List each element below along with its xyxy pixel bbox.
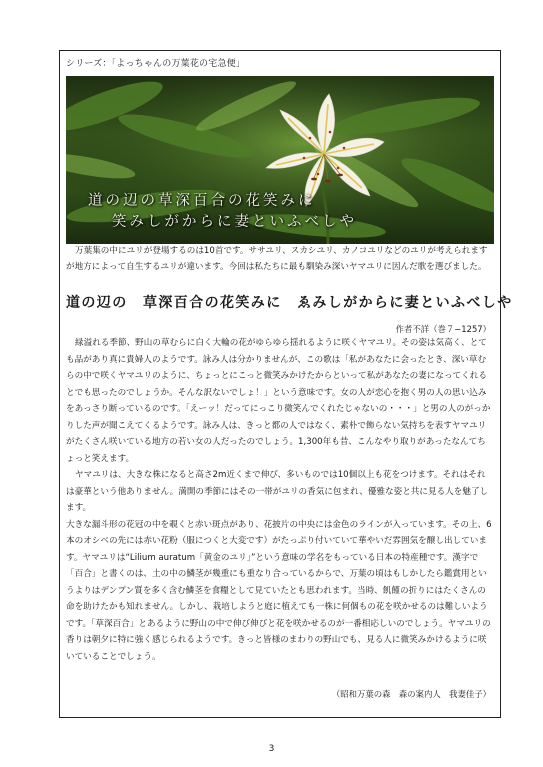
poem-author: 作者不詳（巻７−1257） — [395, 324, 491, 334]
article-body — [66, 335, 494, 665]
body-paragraph: 緑溢れる季節、野山の草むらに白く大輪の花がゆらゆら揺れるように咲くヤマユリ。その姿は気高く、とても品があり真に貴婦人のようです。詠み人は分かりませんが、この歌は「私があなたに会ったとき、深い草むらの中で咲くヤマユリのように、ちょっとにこっと微笑みかけたからといって私があなたの妻になってくれるとでも思ったのでしょうか。そんな訳ないでしょ！」という意味です。女の人が恋心を抱く男の人の思い込みをあっさり断っているのです。「えーッ！だってにっこり微笑んでくれたじゃないの・・・」と男の人のがっかりした声が聞こえてくるようです。詠み人は、きっと都の人ではなく、素朴で飾らない気持ちを表すヤマユリがたくさん咲いている地方の若い女の人だったのでしょう。1,300年も昔、こんなやり取りがあったなんてちょっと笑えます。 — [66, 338, 491, 464]
body-paragraph: 大きな漏斗形の花冠の中を覗くと赤い斑点があり、花披片の中央には金色のラインが入っています。その上、6本のオシベの先には赤い花粉（服につくと大変です）がたっぷり付いていて華やいだ雰囲気を醸し出しています。ヤマユリは“Lilium auratum「黄金のユリ」”という意味の学名をもっている日本の特産種です。漢字で「百合」と書くのは、土の中の鱗茎が幾重にも重なり合っているからで、万葉の頃はもしかしたら鑑賞用というよりはデンプン質を多く含む鱗茎を食糧として見ていたとも思われます。当時、飢饉の折りにはたくさんの命を助けたかも知れません。しかし、栽培しようと庭に植えても一株に何個もの花を咲かせるのは難しいようです。「草深百合」とあるように野山の中で伸び伸びと花を咲かせるのが一番相応しいのでしょう。ヤマユリの香りは朝夕に特に強く感じられるようです。きっと皆様のまわりの野山でも、見る人に微笑みかけるように咲いていることでしょう。 — [66, 519, 492, 662]
photo-caption-line2: 笑みしがからに妻といふべしや — [112, 214, 357, 230]
author-signature: （昭和万葉の森 森の案内人 我妻佳子） — [331, 689, 491, 699]
photo-caption-line1: 道の辺の草深百合の花笑みに — [88, 193, 316, 209]
poem-heading: 道の辺の 草深百合の花笑みに ゑみしがからに妻といふべしや — [66, 295, 513, 311]
page-number: 3 — [268, 744, 275, 754]
intro-paragraph: 万葉集の中にユリが登場するのは10首です。ササユリ、スカシユリ、カノコユリなどのユリが考えられますが地方によって自生するユリが違います。今回は私たちに最も馴染み深いヤマユリに因んだ歌を選びました。 — [66, 246, 488, 272]
series-title: シリーズ：「よっちゃんの万葉花の宅急便」 — [66, 59, 246, 69]
body-paragraph: ヤマユリは、大きな株になると高さ2m近くまで伸び、多いものでは10個以上も花をつけます。それはそれは豪華という他ありません。満開の季節にはその一帯がユリの香気に包まれ、優雅な姿と共に見る人を魅了します。 — [66, 470, 489, 513]
